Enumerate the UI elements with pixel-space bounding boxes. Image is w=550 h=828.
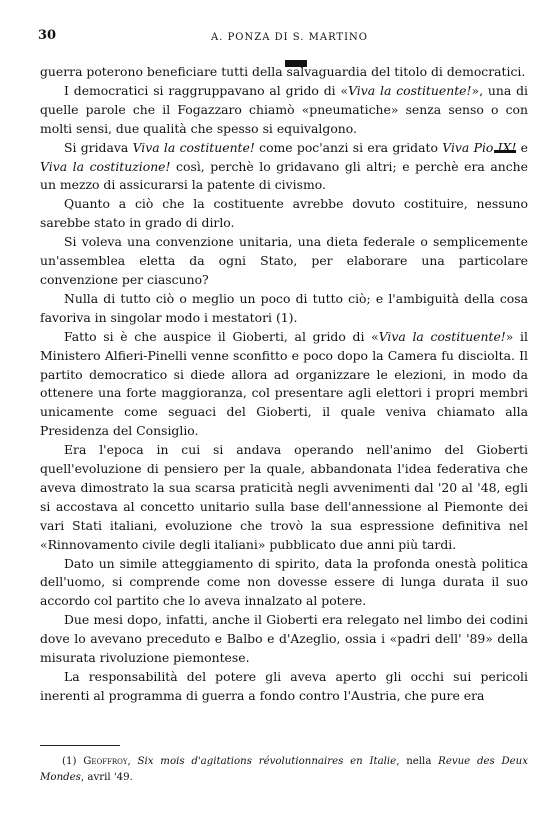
footnote-marker: (1) xyxy=(62,756,77,767)
paragraph: guerra poterono beneficiare tutti della salvaguardia del titolo di democratici. xyxy=(40,64,526,79)
paragraph: Fatto si è che auspice il Gioberti, al grido di «Viva la costituente!» il Ministero Alfieri-Pinelli venne sconfitto e poco dopo la Camera fu disciolta. Il partito democratico si diede allora ad organizzare le elezioni, in modo da ottenere una forte maggioranza, col presentare agli elettori i propri membri unicamente come seguaci del Gioberti, il quale veniva chiamato alla Presidenza del Consiglio. xyxy=(40,328,528,439)
paragraph: Dato un simile atteggiamento di spirito, data la profonda onestà politica dell'uomo, si comprende come non dovesse essere di lunga durata il suo accordo col partito che lo aveva innalzato al potere. xyxy=(40,555,528,609)
paragraph: Era l'epoca in cui si andava operando nell'animo del Gioberti quell'evoluzione di pensiero per la quale, abbandonata l'idea federativa che aveva dimostrato la sua scarsa praticità negli avvenimenti dal '20 al '48, egli si accostava al concetto unitario sulla base dell'annessione al Piemonte dei vari Stati italiani, evoluzione che trovò la sua espressione definitiva nel «Rinnovamento civile degli italiani» pubblicato due anni più tardi. xyxy=(40,442,528,552)
paragraph: Nulla di tutto ciò o meglio un poco di tutto ciò; e l'ambiguità della cosa favoriva in singolar modo i mestatori (1). xyxy=(40,290,528,325)
paragraph: Quanto a ciò che la costituente avrebbe dovuto costituire, nessuno sarebbe stato in grado di dirlo. xyxy=(40,196,528,231)
page-number: 30 xyxy=(38,28,57,43)
footnote-rule xyxy=(40,745,120,746)
paragraph: La responsabilità del potere gli aveva aperto gli occhi sui pericoli inerenti al programma di guerra a fondo contro l'Austria, che pure era xyxy=(40,669,528,703)
paragraph: Due mesi dopo, infatti, anche il Gioberti era relegato nel limbo dei codini dove lo avevano preceduto e Balbo e d'Azeglio, ossia i «padri dell' '89» della misurata rivoluzione piemontese. xyxy=(40,612,528,666)
footnote-author: Geoffroy xyxy=(83,756,128,767)
paragraph: Si voleva una convenzione unitaria, una dieta federale o semplicemente un'assemblea eletta da ogni Stato, per elaborare una particolare convenzione per ciascuno? xyxy=(40,234,528,287)
footnote: (1) Geoffroy, Six mois d'agitations révolutionnaires en Italie, nella Revue des Deux Mondes, avril '49. xyxy=(40,756,528,783)
running-head: A. PONZA DI S. MARTINO xyxy=(211,32,368,43)
paragraph: Si gridava Viva la costituente! come poc'anzi si era gridato Viva Pio IX! e Viva la costituzione! così, perchè lo gridavano gli altri; e perchè era anche un mezzo di assicurarsi la patente di civismo. xyxy=(40,139,528,193)
footnote-title: Six mois d'agitations révolutionnaires en Italie xyxy=(137,756,397,767)
body-text xyxy=(40,63,528,706)
page-header xyxy=(36,28,528,48)
footnote-journal: Revue des Deux Mondes xyxy=(40,756,528,783)
paragraph: I democratici si raggruppavano al grido di «Viva la costituente!», una di quelle parole che il Fogazzaro chiamò «pneumatiche» senza senso o con molti sensi, due qualità che spesso si equivalgono. xyxy=(40,82,528,136)
